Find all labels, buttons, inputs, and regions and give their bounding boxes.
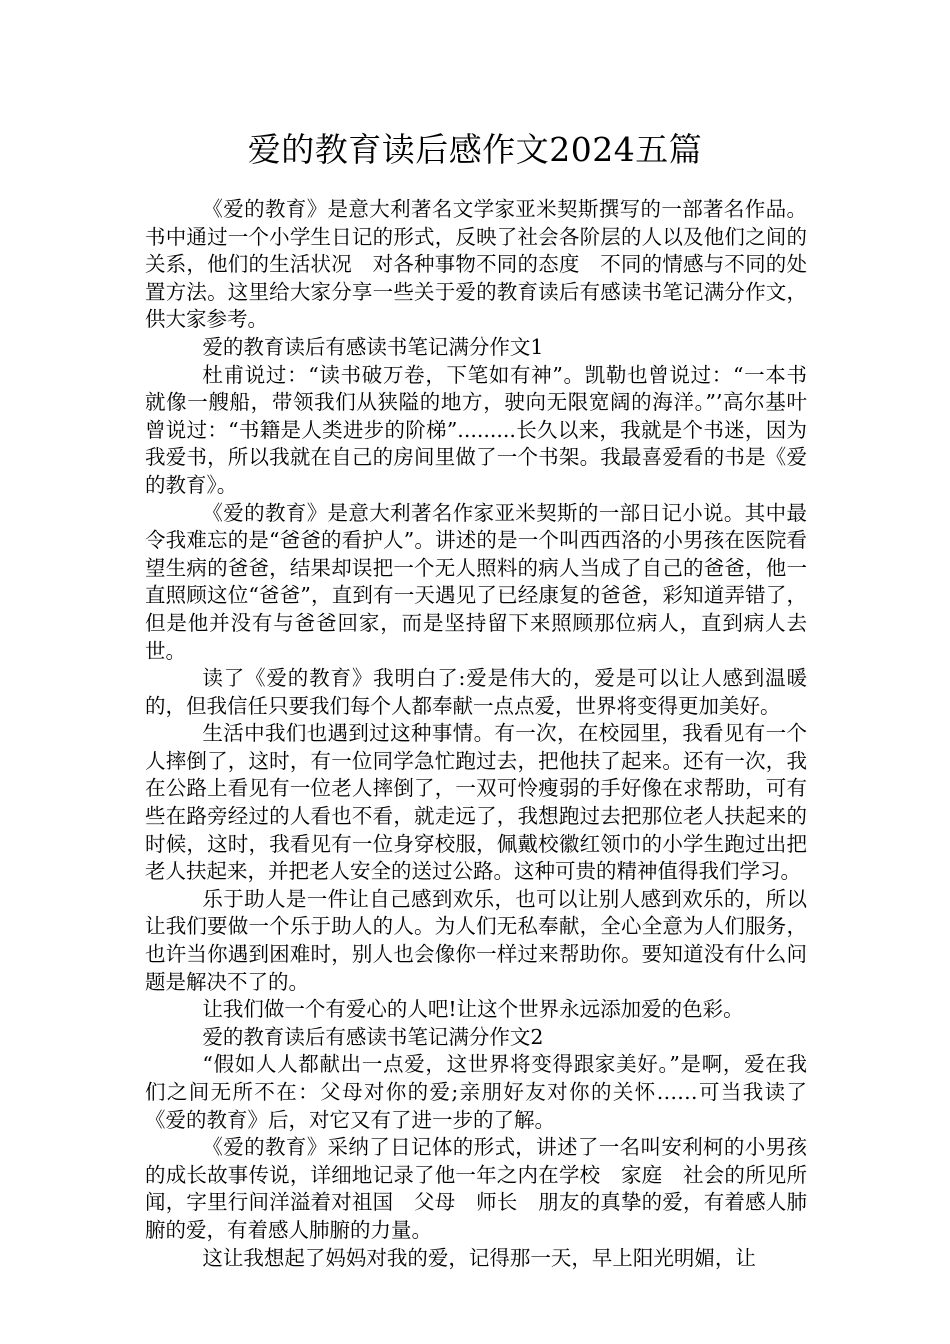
paragraph: 读了《爱的教育》我明白了:爱是伟大的，爱是可以让人感到温暖的，但我信任只要我们每个人都奉献一点点爱，世界将变得更加美好。 <box>145 666 807 718</box>
intro-paragraph: 《爱的教育》是意大利著名文学家亚米契斯撰写的一部著名作品。书中通过一个小学生日记的形式，反映了社会各阶层的人以及他们之间的关系，他们的生活状况 对各种事物不同的态度 不同的情感与不同的处置方法。这里给大家分享一些关于爱的教育读后有感读书笔记满分作文，供大家参考。 <box>145 197 807 332</box>
paragraph: 这让我想起了妈妈对我的爱，记得那一天，早上阳光明媚，让 <box>202 1245 756 1270</box>
paragraph: 生活中我们也遇到过这种事情。有一次，在校园里，我看见有一个人摔倒了，这时，有一位同学急忙跑过去，把他扶了起来。还有一次，我在公路上看见有一位老人摔倒了，一双可怜瘦弱的手好像在求帮助，可有些在路旁经过的人看也不看，就走远了，我想跑过去把那位老人扶起来的时候，这时，我看见有一位身穿校服，佩戴校徽红领巾的小学生跑过出把老人扶起来，并把老人安全的送过公路。这种可贵的精神值得我们学习。 <box>145 721 807 884</box>
paragraph: 《爱的教育》是意大利著名作家亚米契斯的一部日记小说。其中最令我难忘的是“爸爸的看护人”。讲述的是一个叫西西洛的小男孩在医院看望生病的爸爸，结果却误把一个无人照料的病人当成了自己的爸爸，他一直照顾这位“爸爸”，直到有一天遇见了已经康复的爸爸，彩知道弄错了，但是他并没有与爸爸回家，而是坚持留下来照顾那位病人，直到病人去世。 <box>145 500 807 663</box>
paragraph: 《爱的教育》采纳了日记体的形式，讲述了一名叫安利柯的小男孩的成长故事传说，详细地记录了他一年之内在学校 家庭 社会的所见所闻，字里行间洋溢着对祖国 父母 师长 朋友的真挚的爱，有着感人肺腑的爱，有着感人肺腑的力量。 <box>145 1135 807 1242</box>
section-heading-2: 爱的教育读后有感读书笔记满分作文2 <box>202 1024 544 1049</box>
paragraph: “假如人人都献出一点爱，这世界将变得跟家美好。”是啊，爱在我们之间无所不在：父母对你的爱;亲朋好友对你的关怀……可当我读了《爱的教育》后，对它又有了进一步的了解。 <box>145 1052 807 1132</box>
paragraph: 让我们做一个有爱心的人吧!让这个世界永远添加爱的色彩。 <box>202 997 744 1022</box>
section-heading-1: 爱的教育读后有感读书笔记满分作文1 <box>202 334 544 359</box>
paragraph: 杜甫说过：“读书破万卷，下笔如有神”。凯勒也曾说过：“一本书就像一艘船，带领我们从狭隘的地方，驶向无限宽阔的海洋。”’高尔基叶曾说过：“书籍是人类进步的阶梯”.........长久以来，我就是个书迷，因为我爱书，所以我就在自己的房间里做了一个书架。我最喜爱看的书是《爱的教育》。 <box>145 362 807 497</box>
document-title: 爱的教育读后感作文2024五篇 <box>247 130 703 169</box>
paragraph: 乐于助人是一件让自己感到欢乐，也可以让别人感到欢乐的，所以让我们要做一个乐于助人的人。为人们无私奉献，全心全意为人们服务，也许当你遇到困难时，别人也会像你一样过来帮助你。要知道没有什么问题是解决不了的。 <box>145 886 807 994</box>
document-body <box>145 196 807 1272</box>
